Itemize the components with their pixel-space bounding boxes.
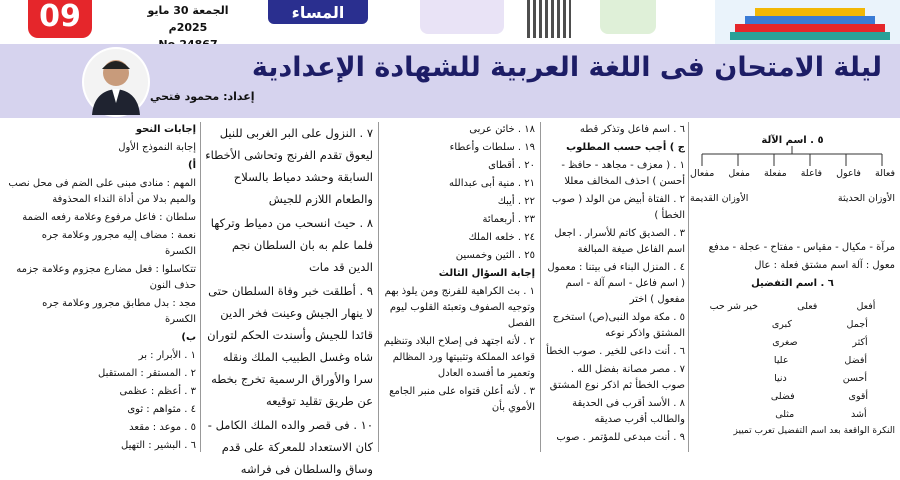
list-item: ٢١ . منية أبى عبدالله	[448, 178, 535, 189]
tree-root: ٥ . اسم الآلة	[761, 135, 824, 146]
list-item: تتكاسلوا : فعل مضارع مجزوم وعلامة جزمه حذف النون	[16, 264, 196, 291]
tree-branches-icon	[690, 146, 895, 168]
promo-graphic	[420, 0, 504, 34]
list-item: ٧ . مصر مصانة بفضل الله . صوب الخطأ ثم اذكر نوع المشتق	[549, 364, 685, 391]
column-divider	[540, 122, 541, 452]
list-item: ١ . بث الكراهية للفرنج ومن يلوذ بهم وتوجيه الصفوف وتعبئة القلوب ليوم الفصل	[384, 286, 535, 329]
promo-graphic-2	[600, 0, 656, 34]
table-cell: خير شر حب	[709, 301, 759, 312]
tafdil-footer-text: النكرة الواقعة بعد اسم التفضيل تعرب تمييز	[733, 426, 895, 436]
grammar-column	[545, 122, 685, 452]
table-row	[690, 388, 895, 406]
page-title: ليلة الامتحان فى اللغة العربية للشهادة الإعدادية	[251, 52, 882, 83]
table-cell: أجمل	[846, 319, 868, 330]
masthead-logo	[268, 0, 368, 24]
list-item: ٢ . الفتاة أبيض من الولد ( صوب الخطأ )	[551, 194, 685, 221]
examples-line: معول : آلة اسم مشتق فعلة : عال	[754, 260, 895, 271]
list-item: ٤ . مثواهم : ثوى	[127, 404, 196, 415]
table-cell: أحسن	[842, 373, 867, 384]
list-item: ٢٢ . أيبك	[497, 196, 535, 207]
tree-leaf: مفعل	[728, 168, 750, 179]
list-item: مجد : بدل مطابق مجرور وعلامة جره الكسرة	[42, 298, 196, 325]
page-number-badge	[28, 0, 92, 38]
masthead-text: المساء	[291, 2, 345, 22]
list-item: ٥ . موعد : مقعد	[129, 422, 196, 433]
tree-leaf: مفعال	[690, 168, 715, 179]
list-item: ٢٠ . أقطاى	[488, 160, 535, 171]
list-item: ٢٥ . الثين وخمسين	[455, 250, 535, 261]
list-item: ج ) أجب حسب المطلوب	[566, 142, 685, 153]
answers-title: إجابات النحو	[135, 124, 196, 135]
table-row	[690, 316, 895, 334]
tree-branch-labels	[690, 193, 895, 204]
table-cell: صغرى	[772, 337, 798, 348]
table-cell: عليا	[773, 355, 789, 366]
list-item: ٦ . أنت داعى للخير . صوب الخطأ	[546, 346, 685, 357]
table-cell: أفعل	[856, 301, 876, 312]
table-cell: أفضل	[844, 355, 868, 366]
list-item: ٤ . المنزل البناء فى بيتنا : معمول ( اسم فاعل - اسم آلة - اسم مفعول ) اختر	[547, 262, 685, 305]
list-item: ٢ . لأنه اجتهد فى إصلاح البلاد وتنظيم قواعد المملكة وتثبيتها ورد المظالم وتعمير ما أفسده العادل	[383, 336, 535, 379]
list-item: ٢ . المستقر : المستقبل	[98, 368, 196, 379]
page-number: 09	[39, 0, 81, 34]
tree-leaf: مفعلة	[764, 168, 787, 179]
qr-code-icon	[527, 0, 571, 38]
table-row	[690, 334, 895, 352]
table-cell: أقوى	[848, 391, 869, 402]
list-item: ١٨ . خائن عربى	[469, 124, 535, 135]
list-item: ١ . ( معزف - مجاهد - حافظ - أحسن ) احذف المخالف معللا	[561, 160, 685, 187]
answers-column	[8, 122, 196, 452]
list-item: المهم : منادى مبنى على الضم فى محل نصب والميم بدلا من أداة النداء المحذوفة	[8, 178, 196, 205]
list-item: ١٩ . سلطات وأعطاء	[449, 142, 535, 153]
list-item: ٣ . أعظم : عظمى	[119, 386, 196, 397]
list-item: ٣ . لأنه أعلن قتواه على منبر الجامع الأموي بأن	[389, 386, 535, 413]
list-item: ٧ . النزول على البر الغربى للنيل ليعوق تقدم الفرنج وتحاشى الأخطاء السابقة وحشد دمياط بالسلاح والطعام اللازم للجيش	[205, 126, 373, 206]
table-row	[690, 352, 895, 370]
list-item: ٦ . اسم فاعل وتذكر قطه	[579, 124, 685, 135]
list-item: ٩ . أطلقت خبر وفاة السلطان حتى لا ينهار الجيش وعينت فخر الدين قائدا للجيش وأسندت الحكم لتوران شاه وغسل الطبيب الملك ونقله سرا والأوراق الرسمية تخرج بخطه عن طريق تقليد توقيعه	[207, 284, 373, 408]
author-photo	[82, 47, 150, 117]
column-divider	[378, 122, 379, 452]
table-row	[690, 370, 895, 388]
table-cell: أشد	[851, 409, 867, 420]
story-column	[205, 122, 373, 476]
tree-leaf: فاعلة	[800, 168, 823, 179]
list-item: ٢٤ . خلعه الملك	[468, 232, 535, 243]
list-item: ٨ . الأسد أقرب فى الحديقة والطالب أقرب صديقه	[572, 398, 685, 425]
list-item: ٩ . أنت مبدعى للمؤتمر . صوب	[556, 432, 685, 443]
issue-date: الجمعة 30 مايو 2025م	[147, 4, 229, 34]
words-column	[383, 122, 535, 452]
list-item: ٨ . حيث انسحب من دمياط وتركها فلما علم به بان السلطان نجم الدين قد مات	[210, 216, 373, 274]
q3-title: إجابة السؤال الثالث	[438, 268, 535, 279]
list-item: ٥ . مكة مولد النبى(ص) استخرج المشتق واذكر نوعه	[552, 312, 685, 339]
branch-label: الأوزان القديمة	[690, 193, 749, 204]
list-item: ٣ . الصديق كاتم للأسرار . اجعل اسم الفاعل صيغة المبالغة	[554, 228, 685, 255]
tafdil-title: ٦ . اسم التفضيل	[751, 278, 834, 289]
table-cell: مثلى	[775, 409, 795, 420]
table-row	[690, 406, 895, 424]
section-a-label: أ)	[188, 160, 196, 171]
tafdil-table	[690, 298, 895, 424]
author-portrait-icon	[84, 49, 148, 115]
list-item: ٦ . البشير : التهيل	[121, 440, 196, 451]
morph-examples	[690, 240, 895, 298]
table-row	[690, 298, 895, 316]
answers-subtitle: إجابة النموذج الأول	[118, 142, 196, 153]
list-item: سلطان : فاعل مرفوع وعلامة رفعه الضمة	[22, 212, 196, 223]
tree-leaf: فعالة	[874, 168, 895, 179]
tafdil-footer	[690, 426, 895, 436]
examples-line: مرآة - مكيال - مقياس - مفتاح - عجلة - مدفع	[708, 242, 895, 253]
column-divider	[688, 122, 689, 452]
section-b-label: ب)	[181, 332, 196, 343]
table-cell: فعلى	[797, 301, 818, 312]
list-item: نعمة : مضاف إليه مجرور وعلامة جره الكسرة	[41, 230, 196, 257]
table-cell: فضلى	[770, 391, 795, 402]
list-item: ٢٣ . أربعمائة	[482, 214, 535, 225]
table-cell: أكثر	[852, 337, 868, 348]
column-divider	[200, 122, 201, 452]
table-cell: كبرى	[771, 319, 792, 330]
tool-noun-tree	[690, 135, 895, 230]
branch-label: الأوزان الحديثة	[837, 193, 895, 204]
tree-leaves	[690, 168, 895, 179]
books-illustration-icon	[715, 0, 900, 44]
tree-leaf: فاعول	[836, 168, 861, 179]
list-item: ١٠ . فى قصر والده الملك الكامل - كان الاستعداد للمعركة على قدم وساق والسلطان فى فراشه	[207, 418, 373, 476]
list-item: ١ . الأبرار : بر	[138, 350, 196, 361]
table-cell: دنيا	[774, 373, 787, 384]
byline: إعداد: محمود فتحي	[150, 90, 255, 103]
